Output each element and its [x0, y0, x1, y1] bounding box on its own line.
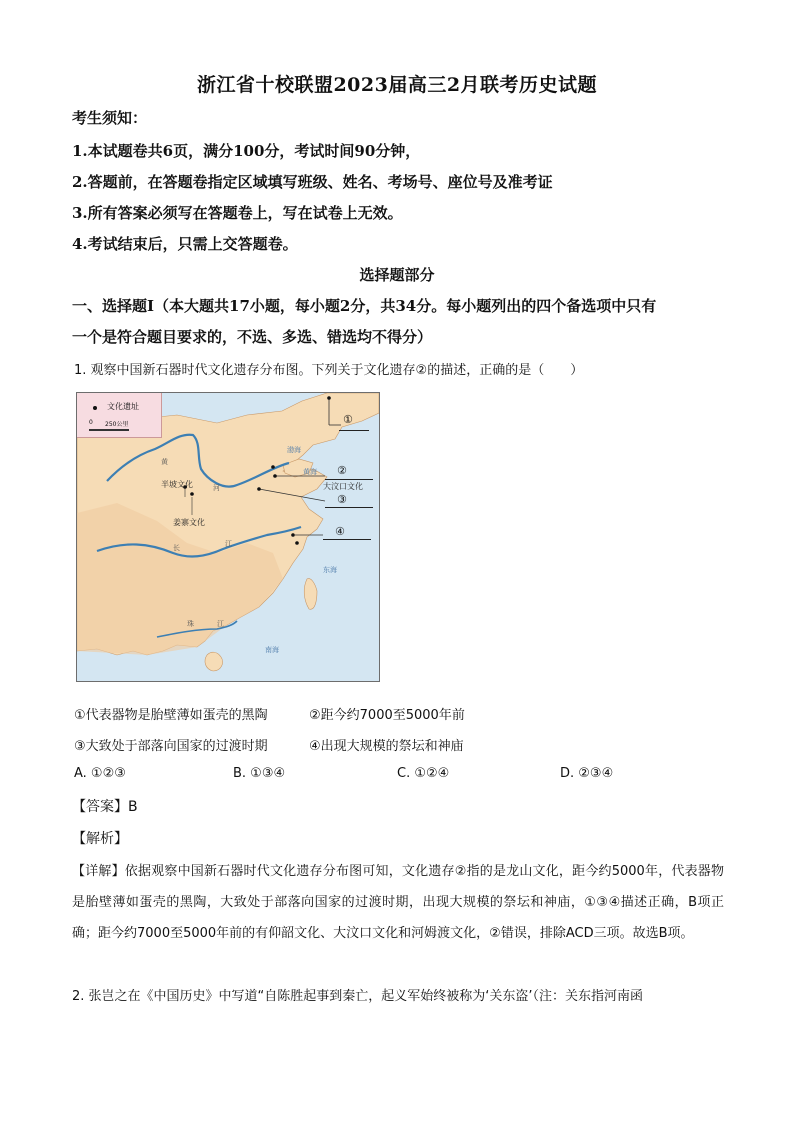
river-label-zhu: 珠 [187, 620, 194, 628]
part1-heading-line2: 一个是符合题目要求的，不选、多选、错选均不得分） [72, 328, 433, 346]
blank-line-4 [323, 539, 371, 540]
legend-dot-icon [93, 406, 97, 410]
sea-nanhai: 南海 [265, 646, 279, 654]
blank-line-3 [325, 507, 373, 508]
marker-1: ① [343, 413, 353, 426]
map-legend [77, 393, 162, 438]
q1-option-c[interactable]: C. ①②④ [397, 766, 450, 781]
legend-scale: 250公里 [105, 421, 129, 428]
river-label-huang: 黄 [161, 458, 168, 466]
q1-detail: 【详解】依据观察中国新石器时代文化遗存分布图可知，文化遗存②指的是龙山文化，距今约5000年，代表器物是胎壁薄如蛋壳的黑陶，大致处于部落向国家的过渡时期，出现大规模的祭坛和神庙，①③④描述正确，B项正确；距今约7000至5000年前的有仰韶文化、大汶口文化和河姆渡文化，②错误，排除ACD三项。故选B项。 [72, 864, 724, 941]
section-title: 选择题部分 [359, 266, 435, 284]
q1-option-d[interactable]: D. ②③④ [560, 766, 614, 781]
q1-statement-4: ④出现大规模的祭坛和神庙 [309, 739, 464, 754]
marker-3: ③ [337, 493, 347, 506]
site-dot-jiangzhai [190, 492, 194, 496]
site-dot-4a [291, 533, 295, 537]
site-dot-2 [273, 474, 277, 478]
q1-analysis-label: 【解析】 [72, 831, 128, 847]
q1-statement-3: ③大致处于部落向国家的过渡时期 [74, 739, 268, 754]
label-dawenkou: 大汶口文化 [323, 482, 363, 491]
site-dot-dawenkou [271, 465, 275, 469]
river-label-he: 河 [213, 484, 220, 492]
legend-scale-bar [89, 429, 129, 431]
blank-line-1 [339, 430, 369, 431]
notice-item-1: 1.本试题卷共6页，满分100分，考试时间90分钟， [72, 142, 421, 160]
neolithic-culture-map [76, 392, 380, 682]
q1-statement-2: ②距今约7000至5000年前 [309, 708, 465, 723]
q1-option-b[interactable]: B. ①③④ [233, 766, 286, 781]
q1-stem: 1. 观察中国新石器时代文化遗存分布图。下列关于文化遗存②的描述，正确的是（ ） [74, 363, 584, 378]
sea-huanghai: 黄海 [303, 468, 317, 476]
river-label-chang: 长 [173, 544, 180, 552]
taiwan-island [304, 579, 317, 610]
notice-item-2: 2.答题前，在答题卷指定区域填写班级、姓名、考场号、座位号及准考证 [72, 173, 553, 191]
site-dot-1 [327, 396, 331, 400]
river-label-jiang: 江 [225, 540, 232, 548]
label-jiangzhai: 姜寨文化 [173, 518, 205, 527]
site-dot-3 [257, 487, 261, 491]
q1-statement-1: ①代表器物是胎壁薄如蛋壳的黑陶 [74, 708, 268, 723]
river-label-zhujiang: 江 [217, 620, 224, 628]
sea-bohai: 渤海 [287, 446, 301, 454]
notice-item-4: 4.考试结束后，只需上交答题卷。 [72, 235, 298, 253]
part1-heading-line1: 一、选择题Ⅰ（本大题共17小题，每小题2分，共34分。每小题列出的四个备选项中只有 [72, 297, 657, 315]
q2-stem: 2. 张岂之在《中国历史》中写道“自陈胜起事到秦亡，起义军始终被称为‘关东盗’（注：关东指河南函 [72, 989, 644, 1004]
marker-4: ④ [335, 525, 345, 538]
hainan-island [205, 652, 223, 671]
sea-donghai: 东海 [323, 566, 337, 574]
legend-scale-zero: 0 [89, 419, 93, 426]
page-title: 浙江省十校联盟2023届高三2月联考历史试题 [196, 74, 598, 96]
label-banpo: 半坡文化 [161, 480, 193, 489]
notice-heading: 考生须知： [72, 109, 148, 127]
legend-label: 文化遗址 [107, 402, 139, 411]
blank-line-2 [325, 479, 373, 480]
site-dot-4b [295, 541, 299, 545]
q1-option-a[interactable]: A. ①②③ [74, 766, 126, 781]
notice-item-3: 3.所有答案必须写在答题卷上，写在试卷上无效。 [72, 204, 403, 222]
marker-2: ② [337, 464, 347, 477]
q1-answer: 【答案】B [72, 799, 138, 815]
